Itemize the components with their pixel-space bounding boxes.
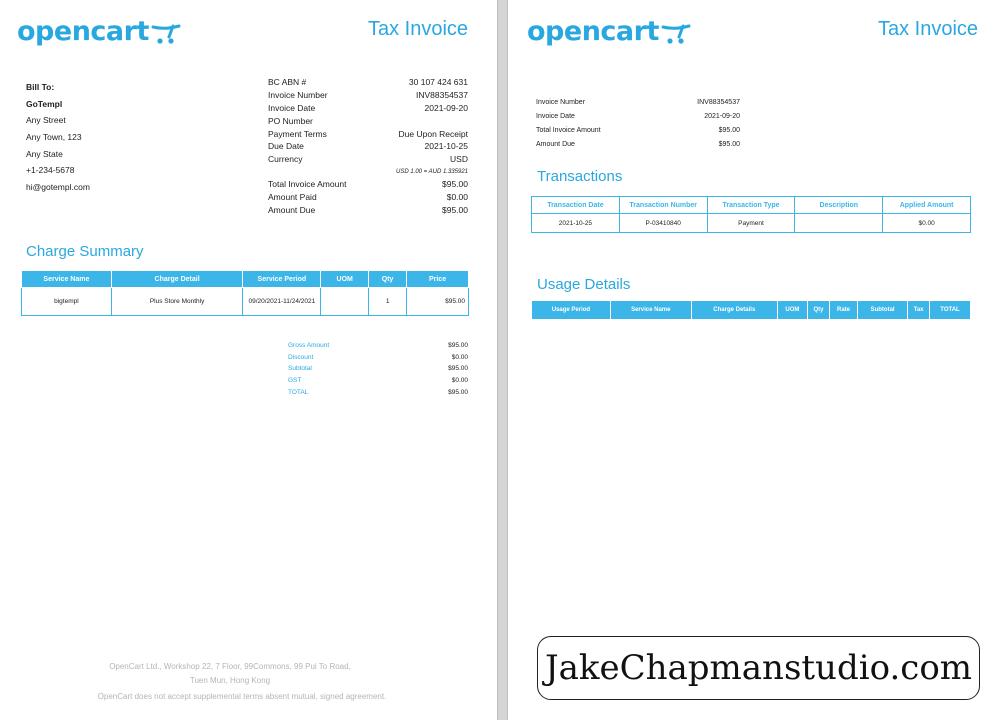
column-header: Applied Amount (883, 197, 971, 214)
column-header: Qty (807, 301, 829, 320)
fx-note: USD 1.00 = AUD 1.335921 (396, 169, 468, 176)
transactions-table (531, 196, 971, 233)
table-cell: Plus Store Monthly (111, 288, 243, 316)
table-cell: $95.00 (407, 288, 469, 316)
total-row: Gross Amount $95.00 (288, 342, 468, 349)
footer-address-1: OpenCart Ltd., Workshop 22, 7 Floor, 99Commons, 99 Pui To Road, (109, 662, 351, 671)
column-header: Rate (830, 301, 858, 320)
column-header: UOM (777, 301, 807, 320)
column-header: Transaction Type (707, 197, 795, 214)
address-street: Any Street (26, 115, 66, 126)
detail-row: Invoice Date 2021-09-20 (536, 113, 740, 120)
bill-to-block (26, 82, 226, 199)
amount-row: Total Invoice Amount $95.00 (268, 179, 468, 190)
logo-text: opencart (527, 16, 659, 47)
bill-to-heading: Bill To: (26, 82, 55, 92)
table-header-row (22, 271, 469, 288)
column-header: Transaction Date (532, 197, 620, 214)
opencart-logo (527, 16, 691, 47)
detail-row: Invoice Number INV88354537 (268, 89, 468, 100)
watermark-banner: JakeChapmanstudio.com (537, 636, 980, 700)
usage-details-table (531, 300, 971, 320)
invoice-page-1 (0, 0, 497, 720)
phone: +1-234-5678 (26, 165, 75, 176)
table-cell: P-03410840 (619, 214, 707, 233)
invoice-page-2 (508, 0, 1000, 720)
invoice-title: Tax Invoice (878, 18, 979, 40)
transactions-title: Transactions (537, 168, 623, 185)
column-header: Price (407, 271, 469, 288)
column-header: Service Name (610, 301, 691, 320)
address-state: Any State (26, 148, 63, 159)
column-header: Charge Details (691, 301, 777, 320)
detail-row: Amount Due $95.00 (536, 141, 740, 148)
customer-name: GoTempl (26, 98, 63, 109)
column-header: Charge Detail (111, 271, 243, 288)
detail-row: BC ABN # 30 107 424 631 (268, 77, 468, 87)
column-header: Description (795, 197, 883, 214)
charge-summary-table (21, 270, 469, 316)
table-cell: 2021-10-25 (532, 214, 620, 233)
column-header: Service Name (22, 271, 112, 288)
email: hi@gotempl.com (26, 182, 90, 193)
table-row (22, 288, 469, 316)
table-cell: bigtempl (22, 288, 112, 316)
invoice-summary (536, 97, 740, 153)
table-cell: Payment (707, 214, 795, 233)
table-cell: 09/20/2021-11/24/2021 (243, 288, 321, 316)
table-cell: 1 (369, 288, 407, 316)
total-row: GST $0.00 (288, 377, 468, 385)
column-header: TOTAL (929, 301, 970, 320)
address-town: Any Town, 123 (26, 132, 82, 143)
footer-terms: OpenCart does not accept supplemental terms absent mutual, signed agreement. (97, 692, 387, 701)
table-cell (321, 288, 369, 316)
charge-summary-title: Charge Summary (26, 243, 144, 260)
total-row: Discount $0.00 (288, 353, 468, 361)
column-header: Usage Period (532, 301, 611, 320)
footer-address-2: Tuen Mun, Hong Kong (189, 676, 271, 685)
total-row: Subtotal $95.00 (288, 365, 468, 373)
table-row (532, 214, 971, 233)
column-header: Subtotal (858, 301, 908, 320)
detail-row: Invoice Number INV88354537 (536, 99, 740, 106)
amount-row: Amount Paid $0.00 (268, 192, 468, 203)
table-header-row (532, 197, 971, 214)
column-header: Transaction Number (619, 197, 707, 214)
cart-icon (151, 23, 181, 45)
logo-text: opencart (17, 16, 149, 47)
invoice-title: Tax Invoice (368, 18, 469, 40)
table-cell: $0.00 (883, 214, 971, 233)
totals-block (288, 340, 468, 398)
detail-row: PO Number (268, 115, 313, 126)
total-row: TOTAL $95.00 (288, 388, 468, 396)
opencart-logo (17, 16, 181, 47)
cart-icon (661, 23, 691, 45)
detail-row: Total Invoice Amount $95.00 (536, 127, 740, 134)
column-header: Tax (908, 301, 930, 320)
page-divider (497, 0, 508, 720)
usage-details-title: Usage Details (537, 276, 631, 293)
amount-row: Amount Due $95.00 (268, 205, 468, 216)
table-cell (795, 214, 883, 233)
column-header: Qty (369, 271, 407, 288)
detail-row: Payment Terms Due Upon Receipt (268, 128, 468, 139)
column-header: Service Period (243, 271, 321, 288)
detail-row: Currency USD (268, 154, 468, 165)
detail-row: Invoice Date 2021-09-20 (268, 102, 468, 113)
detail-row: Due Date 2021-10-25 (268, 141, 468, 152)
column-header: UOM (321, 271, 369, 288)
table-header-row (532, 301, 971, 320)
invoice-details (268, 76, 468, 217)
